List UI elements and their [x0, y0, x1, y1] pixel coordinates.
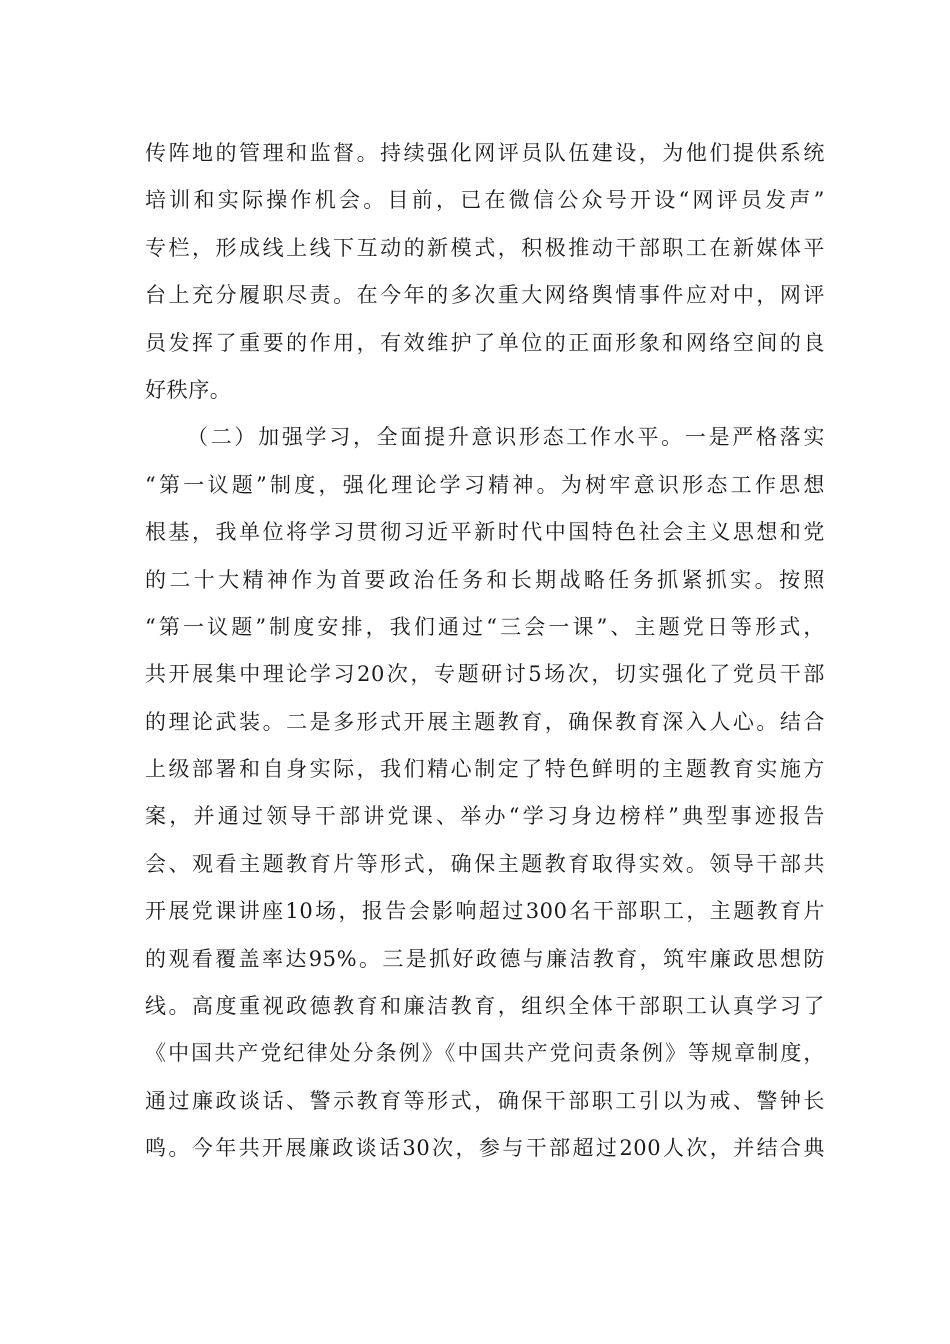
text-line: “第一议题”制度，强化理论学习精神。为树牢意识形态工作思想 [145, 472, 825, 497]
body-text [145, 130, 825, 1173]
text-line: 的理论武装。二是多形式开展主题教育，确保教育深入人心。结合 [145, 709, 825, 734]
text-line: 案，并通过领导干部讲党课、举办“学习身边榜样”典型事迹报告 [145, 804, 825, 829]
text-line: 的观看覆盖率达95%。三是抓好政德与廉洁教育，筑牢廉政思想防 [145, 946, 825, 971]
text-line: 员发挥了重要的作用，有效维护了单位的正面形象和网络空间的良 [145, 330, 825, 355]
text-line: 会、观看主题教育片等形式，确保主题教育取得实效。领导干部共 [145, 851, 825, 876]
text-line: 的二十大精神作为首要政治任务和长期战略任务抓紧抓实。按照 [145, 567, 825, 592]
text-line: 线。高度重视政德教育和廉洁教育，组织全体干部职工认真学习了 [145, 994, 825, 1019]
text-line: 专栏，形成线上线下互动的新模式，积极推动干部职工在新媒体平 [145, 235, 825, 260]
section-heading-line: （二）加强学习，全面提升意识形态工作水平。一是严格落实 [187, 425, 825, 450]
text-line: 鸣。今年共开展廉政谈话30次，参与干部超过200人次，并结合典 [145, 1136, 825, 1161]
text-line: 开展党课讲座10场，报告会影响超过300名干部职工，主题教育片 [145, 899, 825, 924]
text-line: 培训和实际操作机会。目前，已在微信公众号开设“网评员发声” [145, 188, 825, 213]
text-line: 上级部署和自身实际，我们精心制定了特色鲜明的主题教育实施方 [145, 757, 825, 782]
text-line: 共开展集中理论学习20次，专题研讨5场次，切实强化了党员干部 [145, 662, 825, 687]
text-line: 传阵地的管理和监督。持续强化网评员队伍建设，为他们提供系统 [145, 141, 825, 165]
text-line: 《中国共产党纪律处分条例》《中国共产党问责条例》等规章制度， [145, 1041, 825, 1066]
text-line: 通过廉政谈话、警示教育等形式，确保干部职工引以为戒、警钟长 [145, 1088, 825, 1113]
text-line: 根基，我单位将学习贯彻习近平新时代中国特色社会主义思想和党 [145, 520, 825, 545]
text-line: 台上充分履职尽责。在今年的多次重大网络舆情事件应对中，网评 [145, 283, 825, 308]
text-line: 好秩序。 [145, 377, 232, 402]
text-line: “第一议题”制度安排，我们通过“三会一课”、主题党日等形式， [145, 614, 825, 639]
